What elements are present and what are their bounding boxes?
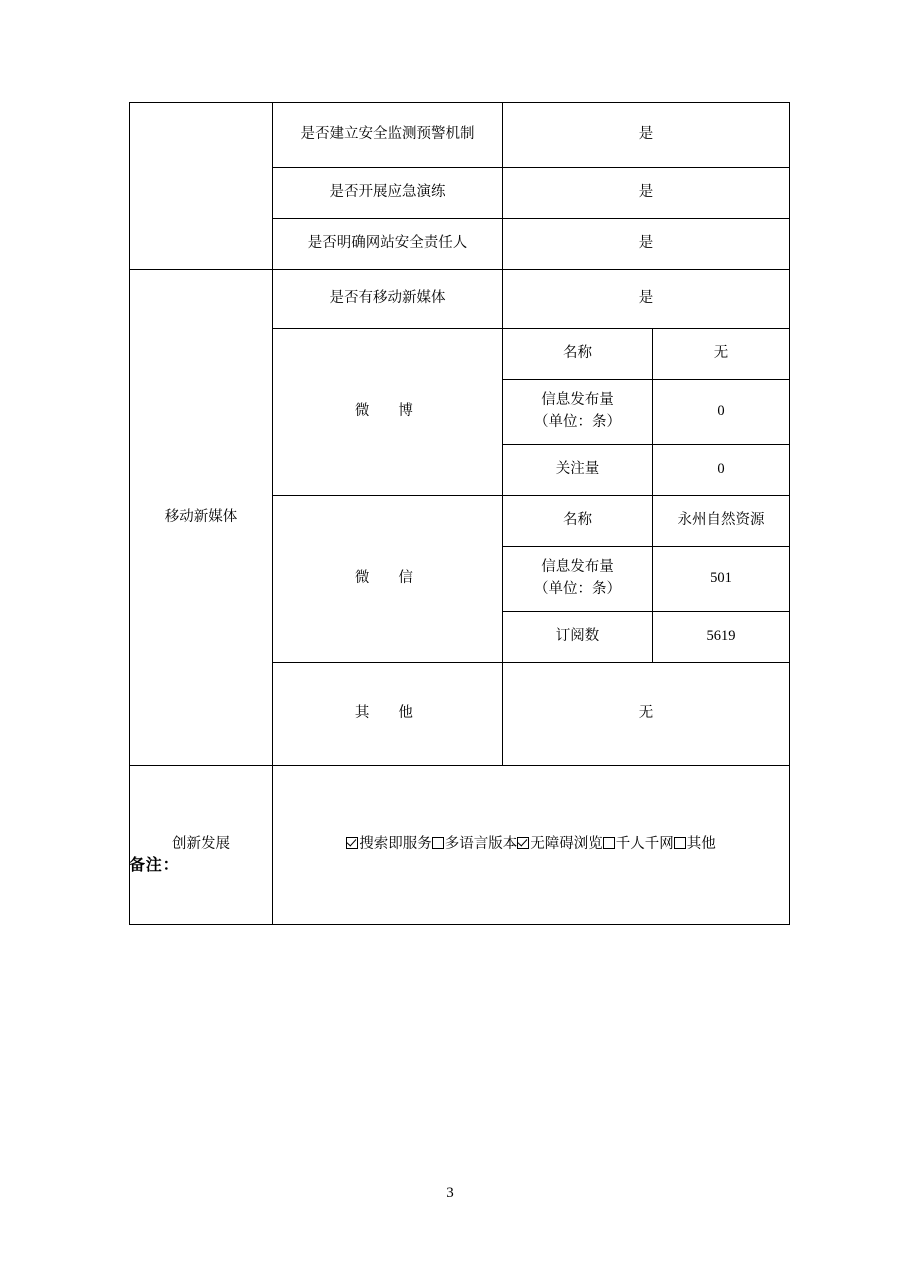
security-answer-1: 是	[503, 103, 790, 168]
innovation-option-2-label: 无障碍浏览	[530, 836, 603, 853]
security-question-1: 是否建立安全监测预警机制	[273, 103, 503, 168]
weixin-value-subscribers: 5619	[653, 612, 790, 663]
innovation-label: 创新发展	[130, 766, 273, 925]
innovation-option-1[interactable]	[432, 836, 518, 852]
innovation-option-4[interactable]	[674, 836, 716, 852]
checkbox-empty-icon[interactable]	[603, 837, 615, 849]
has-mobile-media-question: 是否有移动新媒体	[273, 270, 503, 329]
weixin-field-publish-count	[503, 547, 653, 612]
other-media-label: 其 他	[273, 663, 503, 766]
weibo-value-publish-count: 0	[653, 380, 790, 445]
has-mobile-media-answer: 是	[503, 270, 790, 329]
weibo-field-name: 名称	[503, 329, 653, 380]
other-media-value: 无	[503, 663, 790, 766]
checkbox-empty-icon[interactable]	[674, 837, 686, 849]
innovation-option-2[interactable]	[517, 836, 603, 852]
security-section-label	[130, 103, 273, 270]
innovation-option-0-label: 搜索即服务	[359, 836, 432, 853]
innovation-option-4-label: 其他	[686, 836, 716, 853]
innovation-option-3[interactable]	[603, 836, 674, 852]
page-number: 3	[446, 1185, 454, 1201]
weixin-value-name: 永州自然资源	[653, 496, 790, 547]
weixin-field-subscribers: 订阅数	[503, 612, 653, 663]
weibo-value-followers: 0	[653, 445, 790, 496]
innovation-option-1-label: 多语言版本	[444, 836, 518, 853]
remark-label: 备注：	[129, 857, 180, 874]
weibo-label: 微 博	[273, 329, 503, 496]
website-report-table	[129, 102, 790, 925]
weibo-field-publish-count-line2: （单位：条）	[534, 414, 621, 430]
weixin-field-name: 名称	[503, 496, 653, 547]
weixin-field-publish-count-line2: （单位：条）	[534, 581, 621, 597]
checkbox-checked-icon[interactable]	[346, 837, 358, 849]
table-row	[130, 103, 790, 168]
security-answer-2: 是	[503, 168, 790, 219]
table-row	[130, 270, 790, 329]
form-table-container	[129, 102, 789, 925]
table-row	[130, 766, 790, 925]
security-question-2: 是否开展应急演练	[273, 168, 503, 219]
weixin-field-publish-count-line1: 信息发布量	[541, 559, 614, 576]
checkbox-empty-icon[interactable]	[432, 837, 444, 849]
innovation-options-list	[277, 834, 785, 856]
weixin-label: 微 信	[273, 496, 503, 663]
weixin-value-publish-count: 501	[653, 547, 790, 612]
innovation-option-0[interactable]	[346, 836, 432, 852]
innovation-option-3-label: 千人千网	[615, 836, 674, 853]
mobile-media-section-label: 移动新媒体	[130, 270, 273, 766]
weibo-value-name: 无	[653, 329, 790, 380]
weibo-field-publish-count	[503, 380, 653, 445]
innovation-options-cell	[273, 766, 790, 925]
security-answer-3: 是	[503, 219, 790, 270]
checkbox-checked-icon[interactable]	[517, 837, 529, 849]
weibo-field-followers: 关注量	[503, 445, 653, 496]
security-question-3: 是否明确网站安全责任人	[273, 219, 503, 270]
weibo-field-publish-count-line1: 信息发布量	[541, 392, 614, 409]
